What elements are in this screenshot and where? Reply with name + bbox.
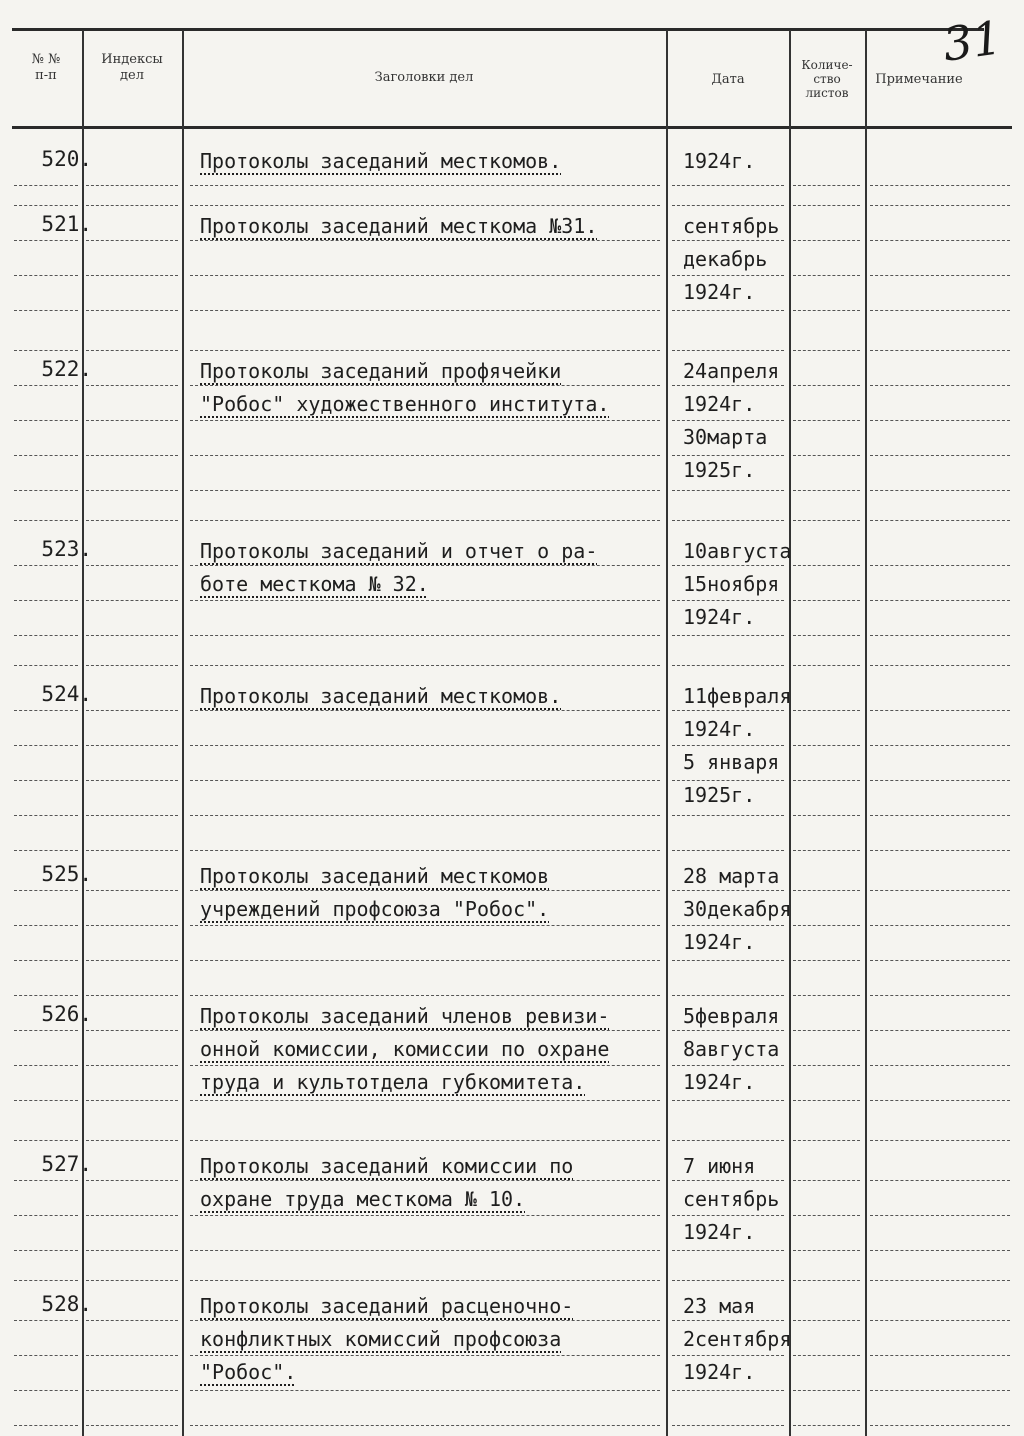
ruling-line bbox=[870, 275, 1010, 276]
title-line: "Робос" художественного института. bbox=[200, 392, 610, 416]
ruling-line bbox=[14, 1250, 78, 1251]
ruling-line bbox=[672, 1065, 784, 1066]
ruling-line bbox=[672, 635, 784, 636]
ruling-line bbox=[190, 1180, 660, 1181]
ruling-line bbox=[190, 1390, 660, 1391]
ruling-line bbox=[793, 890, 860, 891]
ruling-line bbox=[190, 815, 660, 816]
ruling-line bbox=[14, 1425, 78, 1426]
title-line: Протоколы заседаний месткомов. bbox=[200, 684, 562, 708]
row-date bbox=[683, 1290, 823, 1389]
ruling-line bbox=[870, 1180, 1010, 1181]
ruling-line bbox=[190, 1100, 660, 1101]
date-line: 2сентября bbox=[683, 1327, 792, 1351]
date-line: 10августа bbox=[683, 539, 792, 563]
ruling-line bbox=[14, 1320, 78, 1321]
ruling-line bbox=[190, 925, 660, 926]
ruling-line bbox=[870, 310, 1010, 311]
row-title bbox=[200, 210, 670, 243]
ruling-line bbox=[14, 635, 78, 636]
ruling-line bbox=[86, 995, 178, 996]
ruling-line bbox=[672, 815, 784, 816]
column-divider bbox=[82, 30, 84, 1436]
date-line: 1924г. bbox=[683, 605, 756, 629]
title-line: учреждений профсоюза "Робос". bbox=[200, 897, 550, 921]
header-sheet-count: Количе- ство листов bbox=[801, 58, 853, 100]
ruling-line bbox=[14, 925, 78, 926]
folio-number: 31 bbox=[939, 10, 1006, 72]
ruling-line bbox=[870, 1355, 1010, 1356]
ruling-line bbox=[86, 1425, 178, 1426]
ruling-line bbox=[672, 960, 784, 961]
ruling-line bbox=[793, 780, 860, 781]
ruling-line bbox=[870, 665, 1010, 666]
ruling-line bbox=[14, 520, 78, 521]
ruling-line bbox=[672, 1215, 784, 1216]
ruling-line bbox=[190, 1280, 660, 1281]
ruling-line bbox=[190, 1030, 660, 1031]
ruling-line bbox=[793, 815, 860, 816]
title-line: труда и культотдела губкомитета. bbox=[200, 1070, 586, 1094]
ruling-line bbox=[870, 815, 1010, 816]
ruling-line bbox=[870, 1320, 1010, 1321]
header-note: Примечание bbox=[875, 72, 963, 87]
date-line: 24апреля bbox=[683, 359, 780, 383]
ruling-line bbox=[86, 240, 178, 241]
ruling-line bbox=[190, 960, 660, 961]
ruling-line bbox=[86, 1390, 178, 1391]
ruling-line bbox=[870, 1100, 1010, 1101]
ruling-line bbox=[870, 1215, 1010, 1216]
ruling-line bbox=[672, 520, 784, 521]
ruling-line bbox=[190, 385, 660, 386]
ruling-line bbox=[672, 565, 784, 566]
ruling-line bbox=[870, 490, 1010, 491]
ruling-line bbox=[14, 960, 78, 961]
ruling-line bbox=[793, 420, 860, 421]
title-line: конфликтных комиссий профсоюза bbox=[200, 1327, 562, 1351]
row-number: 522. bbox=[41, 357, 92, 381]
ruling-line bbox=[14, 420, 78, 421]
ruling-line bbox=[793, 1390, 860, 1391]
title-line: онной комиссии, комиссии по охране bbox=[200, 1037, 610, 1061]
ruling-line bbox=[190, 850, 660, 851]
ruling-line bbox=[190, 350, 660, 351]
row-number: 526. bbox=[41, 1002, 92, 1026]
title-line: Протоколы заседаний расценочно- bbox=[200, 1294, 574, 1318]
ruling-line bbox=[870, 890, 1010, 891]
ruling-line bbox=[14, 1030, 78, 1031]
ruling-line bbox=[672, 455, 784, 456]
date-line: 1925г. bbox=[683, 458, 756, 482]
ruling-line bbox=[870, 1425, 1010, 1426]
ruling-line bbox=[672, 745, 784, 746]
row-title bbox=[200, 535, 670, 601]
ruling-line bbox=[86, 420, 178, 421]
date-line: 1924г. bbox=[683, 1360, 756, 1384]
ruling-line bbox=[86, 710, 178, 711]
ruling-line bbox=[793, 1065, 860, 1066]
ruling-line bbox=[86, 490, 178, 491]
ruling-line bbox=[672, 275, 784, 276]
ruling-line bbox=[672, 1140, 784, 1141]
ruling-line bbox=[870, 455, 1010, 456]
title-line: Протоколы заседаний месткома №31. bbox=[200, 214, 598, 238]
ruling-line bbox=[190, 420, 660, 421]
date-line: 1924г. bbox=[683, 149, 756, 173]
ruling-line bbox=[86, 745, 178, 746]
row-date bbox=[683, 1150, 823, 1249]
ruling-line bbox=[190, 1425, 660, 1426]
ruling-line bbox=[86, 1250, 178, 1251]
ruling-line bbox=[793, 185, 860, 186]
ruling-line bbox=[86, 1320, 178, 1321]
ruling-line bbox=[86, 1280, 178, 1281]
ruling-line bbox=[190, 565, 660, 566]
title-line: Протоколы заседаний профячейки bbox=[200, 359, 562, 383]
ruling-line bbox=[793, 1280, 860, 1281]
ruling-line bbox=[870, 385, 1010, 386]
ruling-line bbox=[190, 600, 660, 601]
ruling-line bbox=[14, 565, 78, 566]
date-line: 1924г. bbox=[683, 392, 756, 416]
ruling-line bbox=[14, 710, 78, 711]
ruling-line bbox=[870, 240, 1010, 241]
ruling-line bbox=[672, 850, 784, 851]
ruling-line bbox=[672, 185, 784, 186]
ruling-line bbox=[870, 1140, 1010, 1141]
ruling-line bbox=[793, 1320, 860, 1321]
ruling-line bbox=[86, 815, 178, 816]
ruling-line bbox=[14, 1065, 78, 1066]
ruling-line bbox=[793, 995, 860, 996]
date-line: 8августа bbox=[683, 1037, 780, 1061]
ruling-line bbox=[190, 1355, 660, 1356]
ruling-line bbox=[870, 635, 1010, 636]
date-line: 23 мая bbox=[683, 1294, 756, 1318]
ruling-line bbox=[870, 600, 1010, 601]
row-number: 527. bbox=[41, 1152, 92, 1176]
ruling-line bbox=[14, 815, 78, 816]
ruling-line bbox=[870, 960, 1010, 961]
ruling-line bbox=[793, 565, 860, 566]
ruling-line bbox=[190, 520, 660, 521]
row-number: 523. bbox=[41, 537, 92, 561]
ruling-line bbox=[870, 850, 1010, 851]
ruling-line bbox=[86, 350, 178, 351]
ruling-line bbox=[190, 665, 660, 666]
ruling-line bbox=[793, 1355, 860, 1356]
ruling-line bbox=[672, 665, 784, 666]
ruling-line bbox=[14, 1140, 78, 1141]
ruling-line bbox=[870, 420, 1010, 421]
ruling-line bbox=[86, 780, 178, 781]
header-index: Индексы дел bbox=[101, 52, 163, 83]
date-line: декабрь bbox=[683, 247, 768, 271]
ruling-line bbox=[793, 1030, 860, 1031]
ruling-line bbox=[870, 350, 1010, 351]
ruling-line bbox=[672, 1180, 784, 1181]
title-line: Протоколы заседаний комиссии по bbox=[200, 1154, 574, 1178]
ruling-line bbox=[86, 960, 178, 961]
row-date bbox=[683, 680, 823, 812]
ruling-line bbox=[870, 1065, 1010, 1066]
ruling-line bbox=[14, 350, 78, 351]
ruling-line bbox=[793, 275, 860, 276]
ruling-line bbox=[793, 350, 860, 351]
ruling-line bbox=[14, 1215, 78, 1216]
ruling-line bbox=[870, 205, 1010, 206]
ruling-line bbox=[672, 420, 784, 421]
title-line: "Робос". bbox=[200, 1360, 297, 1384]
ruling-line bbox=[86, 310, 178, 311]
ruling-line bbox=[870, 995, 1010, 996]
column-divider bbox=[865, 30, 867, 1436]
ruling-line bbox=[14, 1100, 78, 1101]
ruling-line bbox=[793, 960, 860, 961]
row-title bbox=[200, 1290, 670, 1389]
ruling-line bbox=[86, 1030, 178, 1031]
header-num: № № п-п bbox=[31, 52, 61, 83]
ruling-line bbox=[672, 1320, 784, 1321]
row-number: 524. bbox=[41, 682, 92, 706]
ruling-line bbox=[793, 385, 860, 386]
ruling-line bbox=[870, 1030, 1010, 1031]
row-date bbox=[683, 210, 823, 309]
ruling-line bbox=[870, 710, 1010, 711]
ruling-line bbox=[672, 1030, 784, 1031]
ruling-line bbox=[672, 385, 784, 386]
ruling-line bbox=[793, 310, 860, 311]
ruling-line bbox=[86, 635, 178, 636]
ruling-line bbox=[672, 490, 784, 491]
row-title bbox=[200, 1000, 670, 1099]
title-line: боте месткома № 32. bbox=[200, 572, 429, 596]
ruling-line bbox=[14, 995, 78, 996]
ruling-line bbox=[14, 780, 78, 781]
ruling-line bbox=[793, 850, 860, 851]
ruling-line bbox=[870, 185, 1010, 186]
ruling-line bbox=[190, 745, 660, 746]
ruling-line bbox=[14, 310, 78, 311]
ruling-line bbox=[672, 600, 784, 601]
ruling-line bbox=[14, 275, 78, 276]
ruling-line bbox=[793, 205, 860, 206]
ruling-line bbox=[793, 455, 860, 456]
row-title bbox=[200, 145, 670, 178]
ruling-line bbox=[14, 1180, 78, 1181]
date-line: 1925г. bbox=[683, 783, 756, 807]
ruling-line bbox=[86, 205, 178, 206]
date-line: сентябрь bbox=[683, 1187, 780, 1211]
ruling-line bbox=[793, 710, 860, 711]
title-line: Протоколы заседаний и отчет о ра- bbox=[200, 539, 598, 563]
ruling-line bbox=[190, 185, 660, 186]
ruling-line bbox=[672, 710, 784, 711]
header-border bbox=[12, 126, 1012, 129]
ruling-line bbox=[86, 565, 178, 566]
ruling-line bbox=[672, 995, 784, 996]
ruling-line bbox=[14, 745, 78, 746]
ruling-line bbox=[672, 240, 784, 241]
ruling-line bbox=[86, 275, 178, 276]
header-title: Заголовки дел bbox=[374, 70, 474, 85]
date-line: 1924г. bbox=[683, 1070, 756, 1094]
ruling-line bbox=[86, 1065, 178, 1066]
ruling-line bbox=[672, 1390, 784, 1391]
ruling-line bbox=[793, 925, 860, 926]
row-date bbox=[683, 860, 823, 959]
ruling-line bbox=[190, 1140, 660, 1141]
ruling-line bbox=[14, 185, 78, 186]
ruling-line bbox=[870, 1250, 1010, 1251]
ruling-line bbox=[672, 780, 784, 781]
ruling-line bbox=[870, 565, 1010, 566]
date-line: 30марта bbox=[683, 425, 768, 449]
date-line: 7 июня bbox=[683, 1154, 756, 1178]
date-line: 1924г. bbox=[683, 1220, 756, 1244]
ruling-line bbox=[793, 240, 860, 241]
ruling-line bbox=[14, 490, 78, 491]
ruling-line bbox=[793, 600, 860, 601]
ruling-line bbox=[14, 240, 78, 241]
date-line: 15ноября bbox=[683, 572, 780, 596]
ruling-line bbox=[672, 1280, 784, 1281]
ruling-line bbox=[672, 310, 784, 311]
ruling-line bbox=[86, 185, 178, 186]
ruling-line bbox=[793, 1425, 860, 1426]
ruling-line bbox=[672, 205, 784, 206]
ruling-line bbox=[86, 520, 178, 521]
ruling-line bbox=[190, 710, 660, 711]
ruling-line bbox=[793, 490, 860, 491]
date-line: 5февраля bbox=[683, 1004, 780, 1028]
ruling-line bbox=[190, 1065, 660, 1066]
row-title bbox=[200, 860, 670, 926]
ruling-line bbox=[672, 1250, 784, 1251]
ruling-line bbox=[793, 1250, 860, 1251]
ruling-line bbox=[86, 1100, 178, 1101]
ruling-line bbox=[190, 890, 660, 891]
title-line: Протоколы заседаний месткомов bbox=[200, 864, 550, 888]
row-title bbox=[200, 1150, 670, 1216]
title-line: охране труда месткома № 10. bbox=[200, 1187, 526, 1211]
ruling-line bbox=[870, 1280, 1010, 1281]
ruling-line bbox=[86, 1215, 178, 1216]
ruling-line bbox=[793, 1215, 860, 1216]
ruling-line bbox=[86, 850, 178, 851]
ruling-line bbox=[14, 600, 78, 601]
ruling-line bbox=[86, 1355, 178, 1356]
ruling-line bbox=[793, 520, 860, 521]
date-line: 1924г. bbox=[683, 930, 756, 954]
ruling-line bbox=[870, 780, 1010, 781]
ruling-line bbox=[870, 520, 1010, 521]
ruling-line bbox=[793, 745, 860, 746]
ruling-line bbox=[793, 665, 860, 666]
ruling-line bbox=[672, 1425, 784, 1426]
ruling-line bbox=[86, 925, 178, 926]
row-number: 525. bbox=[41, 862, 92, 886]
row-date bbox=[683, 145, 823, 178]
ruling-line bbox=[86, 665, 178, 666]
column-divider bbox=[182, 30, 184, 1436]
ruling-line bbox=[793, 1140, 860, 1141]
ruling-line bbox=[190, 455, 660, 456]
ruling-line bbox=[190, 1320, 660, 1321]
title-line: Протоколы заседаний членов ревизи- bbox=[200, 1004, 610, 1028]
ruling-line bbox=[86, 600, 178, 601]
row-number: 528. bbox=[41, 1292, 92, 1316]
row-date bbox=[683, 1000, 823, 1099]
ruling-line bbox=[793, 1100, 860, 1101]
date-line: 5 января bbox=[683, 750, 780, 774]
ruling-line bbox=[190, 490, 660, 491]
ruling-line bbox=[672, 1100, 784, 1101]
ruling-line bbox=[672, 925, 784, 926]
ruling-line bbox=[190, 780, 660, 781]
ruling-line bbox=[14, 665, 78, 666]
ruling-line bbox=[190, 1215, 660, 1216]
date-line: 11февраля bbox=[683, 684, 792, 708]
date-line: 1924г. bbox=[683, 717, 756, 741]
ruling-line bbox=[190, 1250, 660, 1251]
date-line: сентябрь bbox=[683, 214, 780, 238]
ruling-line bbox=[672, 350, 784, 351]
ruling-line bbox=[190, 240, 660, 241]
ruling-line bbox=[14, 1355, 78, 1356]
ruling-line bbox=[672, 1355, 784, 1356]
ruling-line bbox=[870, 1390, 1010, 1391]
ruling-line bbox=[870, 745, 1010, 746]
row-number: 520. bbox=[41, 147, 92, 171]
ruling-line bbox=[86, 1180, 178, 1181]
ruling-line bbox=[793, 635, 860, 636]
row-number: 521. bbox=[41, 212, 92, 236]
ruling-line bbox=[190, 310, 660, 311]
row-title bbox=[200, 355, 670, 421]
ruling-line bbox=[14, 890, 78, 891]
ruling-line bbox=[190, 205, 660, 206]
date-line: 30декабря bbox=[683, 897, 792, 921]
ruling-line bbox=[190, 275, 660, 276]
ruling-line bbox=[190, 995, 660, 996]
title-line: Протоколы заседаний месткомов. bbox=[200, 149, 562, 173]
row-date bbox=[683, 355, 823, 487]
ruling-line bbox=[870, 925, 1010, 926]
ruling-line bbox=[86, 385, 178, 386]
ruling-line bbox=[86, 455, 178, 456]
row-title bbox=[200, 680, 670, 713]
ruling-line bbox=[672, 890, 784, 891]
ruling-line bbox=[14, 385, 78, 386]
ruling-line bbox=[190, 635, 660, 636]
top-border bbox=[12, 28, 984, 31]
ruling-line bbox=[14, 1390, 78, 1391]
date-line: 1924г. bbox=[683, 280, 756, 304]
ruling-line bbox=[86, 1140, 178, 1141]
ruling-line bbox=[14, 1280, 78, 1281]
ruling-line bbox=[14, 850, 78, 851]
row-date bbox=[683, 535, 823, 634]
header-date: Дата bbox=[711, 72, 745, 87]
ruling-line bbox=[14, 455, 78, 456]
date-line: 28 марта bbox=[683, 864, 780, 888]
ruling-line bbox=[14, 205, 78, 206]
ruling-line bbox=[86, 890, 178, 891]
ruling-line bbox=[793, 1180, 860, 1181]
